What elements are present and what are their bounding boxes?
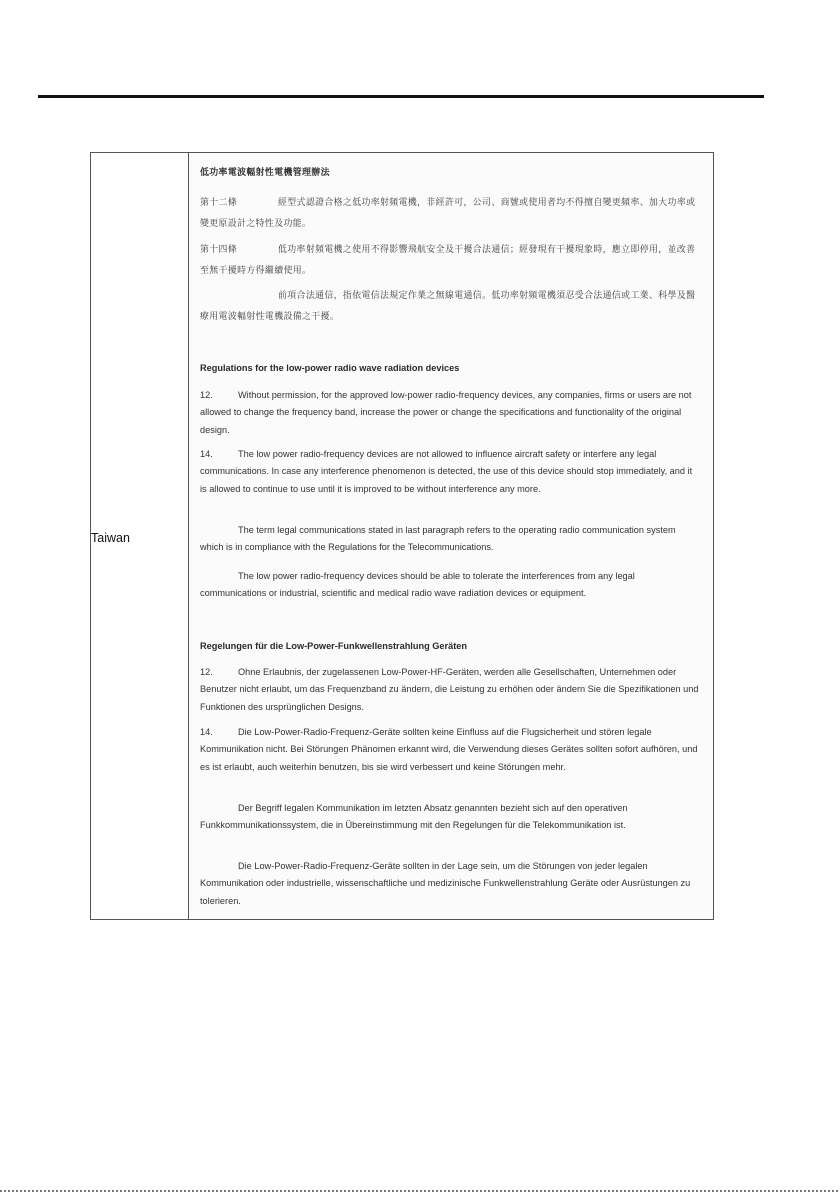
de-paragraph-12: [200, 664, 700, 716]
zh-title: 低功率電波輻射性電機管理辦法: [200, 168, 330, 178]
en-paragraph-14: [200, 446, 700, 498]
en-title: Regulations for the low-power radio wave radiation devices: [200, 363, 460, 373]
de-paragraph-14-b: [200, 800, 700, 835]
zh-article-14-para-2: [200, 286, 700, 328]
de-paragraph-14-text: Die Low-Power-Radio-Frequenz-Geräte sollten keine Einfluss auf die Flugsicherheit und stören legale Kommunikation nicht. Bei Störungen Phänomen erkannt wird, die Verwendung dieses Gerätes sollten sofort aufhören, und es ist erlaubt, auch weiterhin benutzen, bis sie wird verbessert und keine Störungen mehr.: [200, 727, 698, 772]
zh-article-12-number: 第十二條: [200, 198, 238, 208]
en-paragraph-12-text: Without permission, for the approved low-power radio-frequency devices, any companies, firms or users are not allowed to change the frequency band, increase the power or change the specifications and functionality of the original design.: [200, 390, 692, 435]
country-label: Taiwan: [91, 531, 130, 545]
regulation-text-cell: [189, 153, 713, 919]
en-paragraph-14-number: 14.: [200, 449, 213, 459]
en-paragraph-14-c: [200, 568, 700, 603]
de-paragraph-14-c-text: Die Low-Power-Radio-Frequenz-Geräte sollten in der Lage sein, um die Störungen von jeder legalen Kommunikation oder industrielle, wissenschaftliche und medizinische Funkwellenstrahlung Geräte oder Ausrüstungen zu tolerieren.: [200, 861, 691, 906]
zh-article-12: [200, 193, 700, 235]
en-paragraph-14-b-text: The term legal communications stated in last paragraph refers to the operating radio communication system which is in compliance with the Regulations for the Telecommunications.: [200, 525, 676, 553]
zh-article-12-text: 經型式認證合格之低功率射頻電機，非經許可，公司、商號或使用者均不得擅自變更頻率、加大功率或變更原設計之特性及功能。: [200, 198, 696, 229]
zh-article-14: [200, 240, 700, 282]
en-paragraph-14-c-text: The low power radio-frequency devices should be able to tolerate the interferences from any legal communications or industrial, scientific and medical radio wave radiation devices or equipment.: [200, 571, 635, 599]
en-paragraph-14-b: [200, 522, 700, 557]
de-paragraph-14-b-text: Der Begriff legalen Kommunikation im letzten Absatz genannten bezieht sich auf den operativen Funkkommunikationssystem, die in Übereinstimmung mit den Regelungen für die Telekommunikation ist.: [200, 803, 628, 831]
de-paragraph-12-text: Ohne Erlaubnis, der zugelassenen Low-Power-HF-Geräten, werden alle Gesellschaften, Unternehmen oder Benutzer nicht erlaubt, um das Frequenzband zu ändern, die Leistung zu erhöhen oder ändern Sie die Spezifikationen und Funktionen des ursprünglichen Designs.: [200, 667, 699, 712]
country-cell: [91, 153, 189, 919]
zh-article-14-number: 第十四條: [200, 245, 238, 255]
de-title: Regelungen für die Low-Power-Funkwellenstrahlung Geräten: [200, 641, 467, 651]
de-paragraph-12-number: 12.: [200, 667, 213, 677]
de-paragraph-14-c: [200, 858, 700, 910]
de-paragraph-14-number: 14.: [200, 727, 213, 737]
regulation-table: [90, 152, 714, 920]
de-paragraph-14: [200, 724, 700, 776]
en-paragraph-12: [200, 387, 700, 439]
en-paragraph-12-number: 12.: [200, 390, 213, 400]
header-rule: [38, 95, 764, 98]
zh-article-14-text: 低功率射頻電機之使用不得影響飛航安全及干擾合法通信；經發現有干擾現象時，應立即停用，並改善至無干擾時方得繼續使用。: [200, 245, 696, 276]
zh-article-14-para-2-text: 前項合法通信，指依電信法規定作業之無線電通信。低功率射頻電機須忍受合法通信或工業、科學及醫療用電波輻射性電機設備之干擾。: [200, 291, 696, 322]
en-paragraph-14-text: The low power radio-frequency devices are not allowed to influence aircraft safety or interfere any legal communications. In case any interference phenomenon is detected, the use of this device should stop immediately, and it is allowed to continue to use until it is improved to be without interference any more.: [200, 449, 693, 494]
